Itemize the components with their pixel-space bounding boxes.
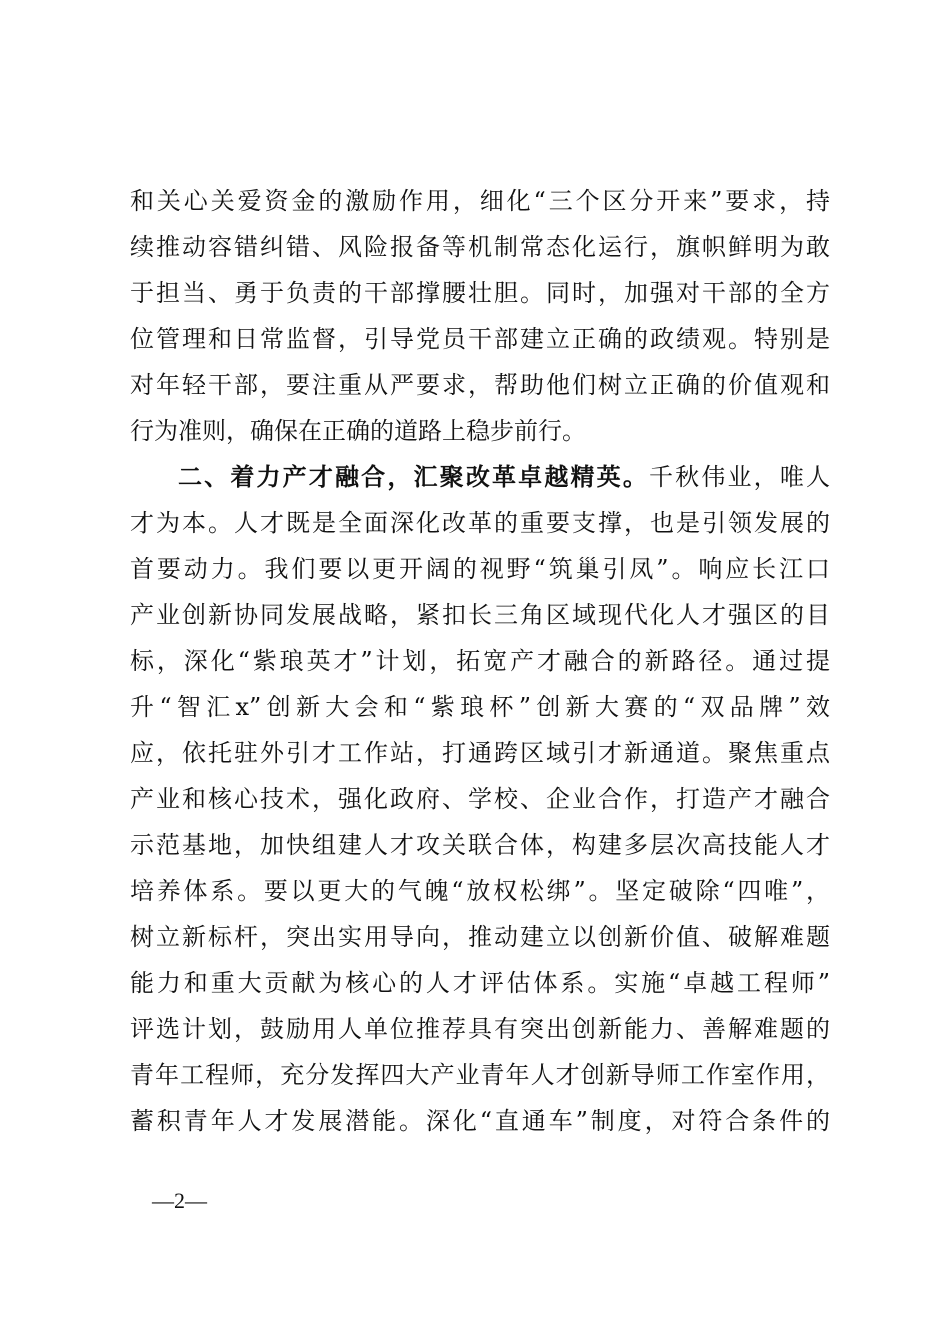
- section-heading-line: [130, 454, 830, 500]
- text-line: 产业和核心技术，强化政府、学校、企业合作，打造产才融合: [130, 785, 830, 813]
- text-line: 对年轻干部，要注重从严要求，帮助他们树立正确的价值观和: [130, 371, 830, 399]
- text-line: 才为本。人才既是全面深化改革的重要支撑，也是引领发展的: [130, 509, 830, 537]
- text-line: 树立新标杆，突出实用导向，推动建立以创新价值、破解难题: [130, 923, 830, 951]
- text-line: 升“智汇x”创新大会和“紫琅杯”创新大赛的“双品牌”效: [130, 693, 830, 721]
- text-line: 能力和重大贡献为核心的人才评估体系。实施“卓越工程师”: [130, 969, 830, 997]
- page-number: —2—: [152, 1188, 207, 1213]
- text-line: 于担当、勇于负责的干部撑腰壮胆。同时，加强对干部的全方: [130, 279, 830, 307]
- text-line: 培养体系。要以更大的气魄“放权松绑”。坚定破除“四唯”，: [130, 877, 830, 905]
- text-line: 行为准则，确保在正确的道路上稳步前行。: [130, 417, 586, 445]
- text-line: 首要动力。我们要以更开阔的视野“筑巢引凤”。响应长江口: [130, 555, 830, 583]
- text-line: 位管理和日常监督，引导党员干部建立正确的政绩观。特别是: [130, 325, 830, 353]
- section-heading: 二、着力产才融合，汇聚改革卓越精英。: [178, 462, 649, 491]
- text-line: 和关心关爱资金的激励作用，细化“三个区分开来”要求，持: [130, 187, 830, 215]
- text-line: 蓄积青年人才发展潜能。深化“直通车”制度，对符合条件的: [130, 1107, 830, 1135]
- text-line: 应，依托驻外引才工作站，打通跨区域引才新通道。聚焦重点: [130, 739, 830, 767]
- text-run: 千秋伟业，唯人: [649, 463, 830, 491]
- text-line: 续推动容错纠错、风险报备等机制常态化运行，旗帜鲜明为敢: [130, 233, 830, 261]
- text-line: 评选计划，鼓励用人单位推荐具有突出创新能力、善解难题的: [130, 1015, 830, 1043]
- document-body: [130, 178, 830, 1144]
- text-line: 产业创新协同发展战略，紧扣长三角区域现代化人才强区的目: [130, 601, 830, 629]
- text-line: 示范基地，加快组建人才攻关联合体，构建多层次高技能人才: [130, 831, 830, 859]
- text-line: 青年工程师，充分发挥四大产业青年人才创新导师工作室作用，: [130, 1061, 830, 1089]
- text-line: 标，深化“紫琅英才”计划，拓宽产才融合的新路径。通过提: [130, 647, 830, 675]
